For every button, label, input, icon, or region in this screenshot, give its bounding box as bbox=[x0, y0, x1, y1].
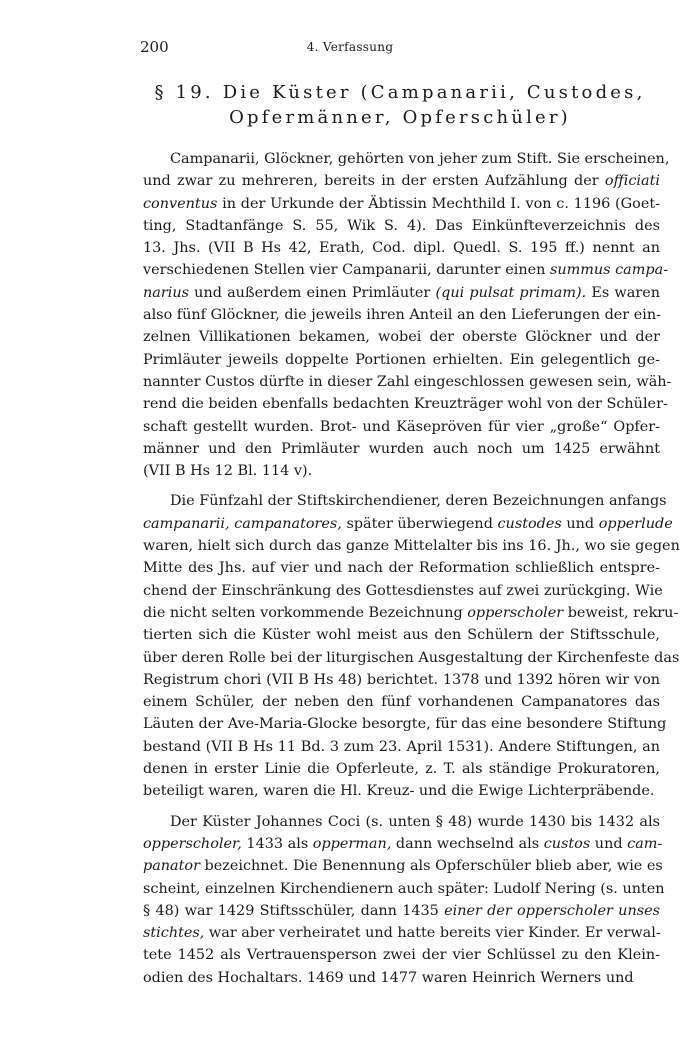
text-run: Registrum chori (VII B Hs 48) berichtet. 1378 und 1392 hören wir von bbox=[143, 671, 660, 688]
italic-text-run: (qui pulsat primam). bbox=[435, 284, 587, 301]
text-line bbox=[143, 922, 660, 944]
text-run: odien des Hochaltars. 1469 und 1477 waren Heinrich Werners und bbox=[143, 969, 634, 986]
section-heading bbox=[150, 80, 650, 130]
text-line bbox=[143, 878, 665, 900]
text-run: Läuten der Ave-Maria-Glocke besorgte, für das eine besondere Stiftung bbox=[143, 716, 667, 733]
text-run: 13. Jhs. (VII B Hs 42, Erath, Cod. dipl. Quedl. S. 195 ff.) nennt an bbox=[143, 240, 660, 257]
text-line bbox=[143, 371, 672, 393]
italic-text-run: einer der opperscholer unses bbox=[444, 902, 661, 919]
text-run: nannter Custos dürfte in dieser Zahl eingeschlossen gewesen sein, wäh- bbox=[143, 373, 672, 390]
italic-text-run: narius bbox=[143, 284, 189, 301]
text-run: denen in erster Linie die Opferleute, z. T. als ständige Prokuratoren, bbox=[143, 761, 660, 778]
italic-text-run: stichtes, bbox=[143, 925, 205, 942]
text-run: also fünf Glöckner, die jeweils ihren Anteil an den Lieferungen der ein- bbox=[143, 307, 661, 324]
italic-text-run: campanarii, campanatores, bbox=[143, 515, 342, 532]
text-run: tete 1452 als Vertrauensperson zwei der vier Schlüssel zu den Klein- bbox=[143, 947, 660, 964]
text-run: beweist, rekru- bbox=[563, 604, 679, 621]
text-line bbox=[143, 460, 660, 482]
text-run: Die Fünfzahl der Stiftskirchendiener, deren Bezeichnungen anfangs bbox=[170, 493, 667, 510]
text-line bbox=[143, 811, 660, 833]
text-run: 1433 als bbox=[241, 835, 313, 852]
text-run: bezeichnet. Die Benennung als Opferschüler blieb aber, wie es bbox=[199, 858, 663, 875]
text-run: chend der Einschränkung des Gottesdienstes auf zwei zurückging. Wie bbox=[143, 582, 663, 599]
text-run: einem Schüler, der neben den fünf vorhandenen Campanatores das bbox=[143, 694, 660, 711]
paragraph bbox=[143, 148, 672, 482]
text-line bbox=[143, 833, 663, 855]
section-heading-line: Opfermänner, Opferschüler) bbox=[229, 107, 571, 128]
text-run: ting, Stadtanfänge S. 55, Wik S. 4). Das Einkünfteverzeichnis des bbox=[143, 217, 660, 234]
text-run: Campanarii, Glöckner, gehörten von jeher zum Stift. Sie erscheinen, bbox=[170, 151, 670, 167]
text-line bbox=[143, 713, 667, 735]
text-line bbox=[143, 490, 667, 512]
text-line bbox=[143, 944, 660, 966]
text-line bbox=[143, 780, 660, 802]
page-number: 200 bbox=[140, 38, 169, 56]
text-line bbox=[143, 967, 660, 989]
text-line bbox=[143, 669, 660, 691]
text-run: Primläuter jeweils doppelte Portionen erhielten. Ein gelegentlich ge- bbox=[143, 351, 660, 368]
text-run: und außerdem einen Primläuter bbox=[188, 284, 436, 301]
text-run: dann wechselnd als bbox=[391, 835, 544, 852]
text-line bbox=[143, 282, 660, 304]
text-run: schaft gestellt wurden. Brot- und Käsepröven für vier „große“ Opfer- bbox=[143, 418, 660, 435]
paragraph bbox=[143, 490, 680, 802]
text-line bbox=[143, 304, 660, 326]
section-heading-line: § 19. Die Küster (Campanarii, Custodes, bbox=[154, 82, 646, 103]
text-run: zelnen Villikationen bekamen, wobei der oberste Glöckner und der bbox=[143, 329, 660, 346]
italic-text-run: opperman, bbox=[312, 835, 392, 852]
italic-text-run: summus campa- bbox=[549, 262, 669, 279]
italic-text-run: opperscholer, bbox=[143, 835, 242, 852]
text-run: § 48) war 1429 Stiftsschüler, dann 1435 bbox=[143, 902, 445, 919]
paragraph bbox=[143, 811, 665, 989]
text-line bbox=[143, 393, 668, 415]
text-run: scheint, einzelnen Kirchendienern auch später: Ludolf Nering (s. unten bbox=[143, 880, 665, 897]
italic-text-run: opperscholer bbox=[467, 604, 564, 621]
text-run: Mitte des Jhs. auf vier und nach der Reformation schließlich entspre- bbox=[143, 560, 660, 577]
body-text bbox=[143, 148, 680, 989]
italic-text-run: cam- bbox=[627, 835, 663, 852]
text-line bbox=[143, 691, 660, 713]
text-run: Der Küster Johannes Coci (s. unten § 48) wurde 1430 bis 1432 als bbox=[170, 813, 660, 830]
text-run: und zwar zu mehreren, bereits in der ersten Aufzählung der bbox=[143, 173, 605, 190]
text-run: die nicht selten vorkommende Bezeichnung bbox=[143, 604, 468, 621]
text-run: beteiligt waren, waren die Hl. Kreuz- und die Ewige Lichterpräbende. bbox=[143, 783, 655, 800]
italic-text-run: opperlude bbox=[598, 515, 673, 532]
text-line bbox=[143, 647, 680, 669]
text-run: verschiedenen Stellen vier Campanarii, darunter einen bbox=[143, 262, 550, 279]
text-line bbox=[143, 736, 660, 758]
italic-text-run: custos bbox=[543, 835, 591, 852]
text-line bbox=[143, 855, 663, 877]
text-run: später überwiegend bbox=[341, 515, 498, 532]
text-line bbox=[143, 193, 660, 215]
text-line bbox=[143, 438, 660, 460]
text-run: Es waren bbox=[586, 284, 660, 301]
text-line bbox=[143, 602, 679, 624]
text-line bbox=[143, 513, 673, 535]
text-run: in der Urkunde der Äbtissin Mechthild I. von c. 1196 (Goet- bbox=[217, 195, 660, 212]
text-line bbox=[143, 535, 680, 557]
italic-text-run: panator bbox=[143, 858, 200, 875]
text-line bbox=[143, 580, 663, 602]
italic-text-run: officiati bbox=[604, 173, 660, 190]
text-run: und bbox=[561, 515, 599, 532]
text-run: war aber verheiratet und hatte bereits vier Kinder. Er verwal- bbox=[204, 925, 661, 942]
text-line bbox=[143, 326, 660, 348]
italic-text-run: custodes bbox=[497, 515, 562, 532]
text-run: bestand (VII B Hs 11 Bd. 3 zum 23. April 1531). Andere Stiftungen, an bbox=[143, 738, 660, 755]
text-run: über deren Rolle bei der liturgischen Ausgestaltung der Kirchenfeste das bbox=[143, 649, 680, 666]
text-run: waren, hielt sich durch das ganze Mittelalter bis ins 16. Jh., wo sie gegen bbox=[143, 538, 680, 555]
text-run: rend die beiden ebenfalls bedachten Kreuzträger wohl von der Schüler- bbox=[143, 396, 668, 413]
text-line bbox=[143, 624, 660, 646]
text-line bbox=[143, 416, 660, 438]
text-line bbox=[143, 259, 669, 281]
text-run: männer und den Primläuter wurden auch noch um 1425 erwähnt bbox=[143, 440, 660, 457]
italic-text-run: conventus bbox=[143, 195, 218, 212]
text-line bbox=[143, 758, 660, 780]
text-line bbox=[143, 215, 660, 237]
text-line bbox=[143, 237, 660, 259]
text-line bbox=[143, 557, 660, 579]
running-head: 4. Verfassung bbox=[306, 40, 394, 54]
text-line bbox=[143, 170, 660, 192]
text-line bbox=[143, 900, 660, 922]
text-line bbox=[143, 349, 660, 371]
text-line bbox=[143, 148, 670, 170]
text-run: (VII B Hs 12 Bl. 114 v). bbox=[143, 463, 313, 480]
text-run: und bbox=[590, 835, 628, 852]
text-run: tierten sich die Küster wohl meist aus den Schülern der Stiftsschule, bbox=[143, 627, 660, 644]
